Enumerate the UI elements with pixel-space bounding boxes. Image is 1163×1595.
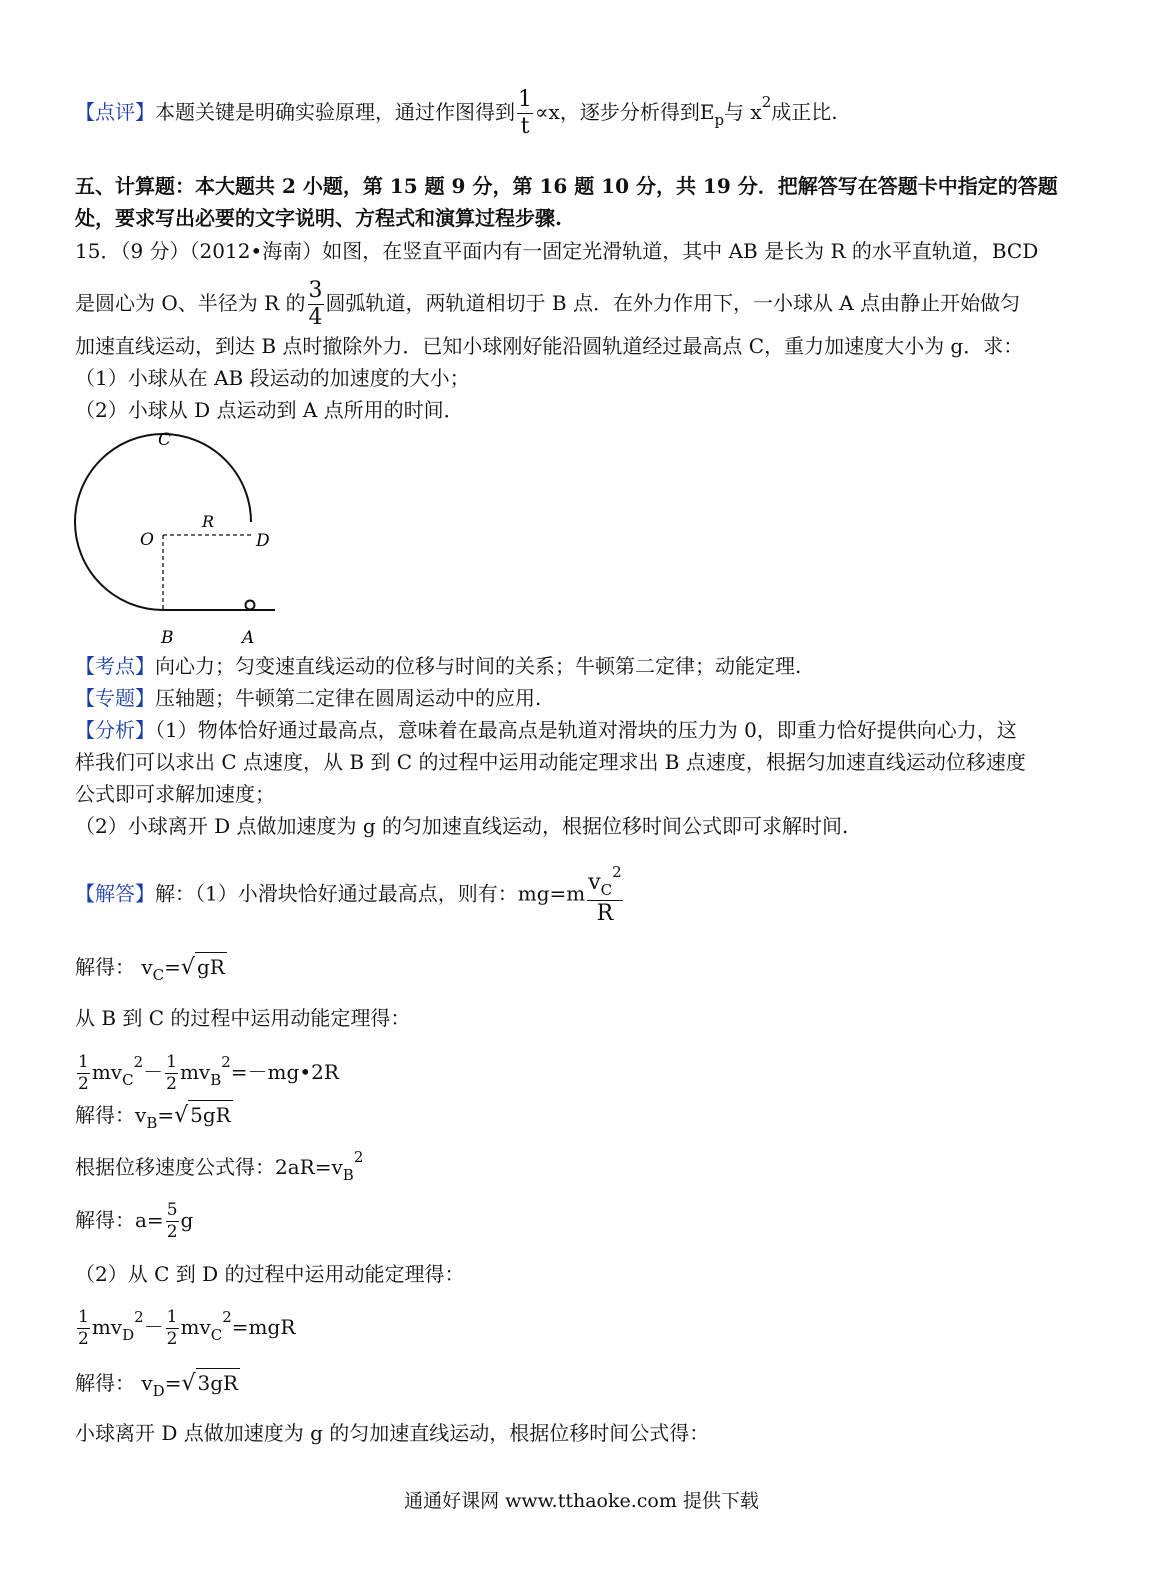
- a-result: 解得：a= $\frac{5}{2}$ g: [75, 1200, 194, 1242]
- jieda-line: 【解答】解：（1）小滑块恰好通过最高点，则有：mg=m $\frac{v_C^2}{R}$: [75, 863, 622, 926]
- label-a: A: [242, 628, 255, 648]
- zhuanti-line: 【专题】压轴题；牛顿第二定律在圆周运动中的应用.: [75, 686, 542, 710]
- section-heading-line1: 五、计算题：本大题共 2 小题，第 15 题 9 分，第 16 题 10 分，共 19 分．把解答写在答题卡中指定的答题: [75, 174, 1058, 198]
- question-2: （2）小球从 D 点运动到 A 点所用的时间．: [75, 398, 464, 422]
- footer: 通通好课网 www.tthaoke.com 提供下载: [404, 1490, 759, 1512]
- label-b: B: [161, 628, 174, 648]
- circular-arc-track: [75, 434, 251, 610]
- energy-equation-cd: $\frac{1}{2}$ $mv_D^2-$ $\frac{1}{2}$ $mv_C^2=mgR$: [78, 1307, 296, 1349]
- section-heading-line2: 处，要求写出必要的文字说明、方程式和演算过程步骤.: [75, 206, 562, 230]
- label-d: D: [256, 531, 270, 551]
- vd-result: 解得： $v_D=√$ 3gR: [75, 1368, 240, 1405]
- problem-line3: 加速直线运动，到达 B 点时撤除外力．已知小球刚好能沿圆轨道经过最高点 C，重力加速度大小为 g．求：: [75, 334, 1024, 358]
- fenxi-line1: 【分析】（1）物体恰好通过最高点，意味着在最高点是轨道对滑块的压力为 0，即重力恰好提供向心力，这: [75, 718, 1017, 742]
- kaodian-line: 【考点】向心力；匀变速直线运动的位移与时间的关系；牛顿第二定律；动能定理.: [75, 654, 802, 678]
- problem-line2: 是圆心为 O、半径为 R 的 $\frac{3}{4}$ 圆弧轨道，两轨道相切于 B 点．在外力作用下，一小球从 A 点由静止开始做匀: [75, 278, 1021, 330]
- label-o: O: [140, 530, 154, 550]
- ball: [246, 601, 255, 610]
- label-r: R: [202, 512, 215, 531]
- problem-line1: 15．（9 分）（2012•海南）如图，在竖直平面内有一固定光滑轨道，其中 AB 是长为 R 的水平直轨道，BCD: [75, 239, 1039, 263]
- energy-equation-bc: $\frac{1}{2}$ $mv_C^2-$ $\frac{1}{2}$ $mv_B^2=-mg•2R$: [78, 1052, 339, 1094]
- vb-result: 解得：$v_B=√$ 5gR: [75, 1100, 233, 1137]
- one-over-t-fraction: $\frac{1}{t}$: [518, 87, 532, 139]
- three-quarters-fraction: $\frac{3}{4}$: [308, 278, 323, 330]
- last-line: 小球离开 D 点做加速度为 g 的匀加速直线运动，根据位移时间公式得：: [75, 1421, 710, 1445]
- fenxi-line4: （2）小球离开 D 点做加速度为 g 的匀加速直线运动，根据位移时间公式即可求解时间.: [75, 814, 849, 838]
- label-c: C: [158, 430, 172, 450]
- review-line: 【点评】本题关键是明确实验原理，通过作图得到 $\frac{1}{t}$ ∝x，逐步分析得到$E_p$与 $x^2$成正比.: [75, 87, 838, 139]
- vc-result: 解得： $v_C=√$ gR: [75, 952, 227, 989]
- track-figure: [70, 425, 290, 650]
- vc-squared-over-r: $\frac{v_C^2}{R}$: [588, 863, 622, 926]
- fenxi-line2: 样我们可以求出 C 点速度，从 B 到 C 的过程中运用动能定理求出 B 点速度，根据匀加速直线运动位移速度: [75, 750, 1026, 774]
- step-cd: （2）从 C 到 D 的过程中运用动能定理得：: [75, 1262, 465, 1286]
- step-bc: 从 B 到 C 的过程中运用动能定理得：: [75, 1006, 411, 1030]
- question-1: （1）小球从在 AB 段运动的加速度的大小；: [75, 366, 470, 390]
- fenxi-line3: 公式即可求解加速度；: [75, 782, 275, 806]
- review-tag: 【点评】: [75, 100, 155, 124]
- formula-line: 根据位移速度公式得：$2aR=v_B^2$: [75, 1148, 364, 1184]
